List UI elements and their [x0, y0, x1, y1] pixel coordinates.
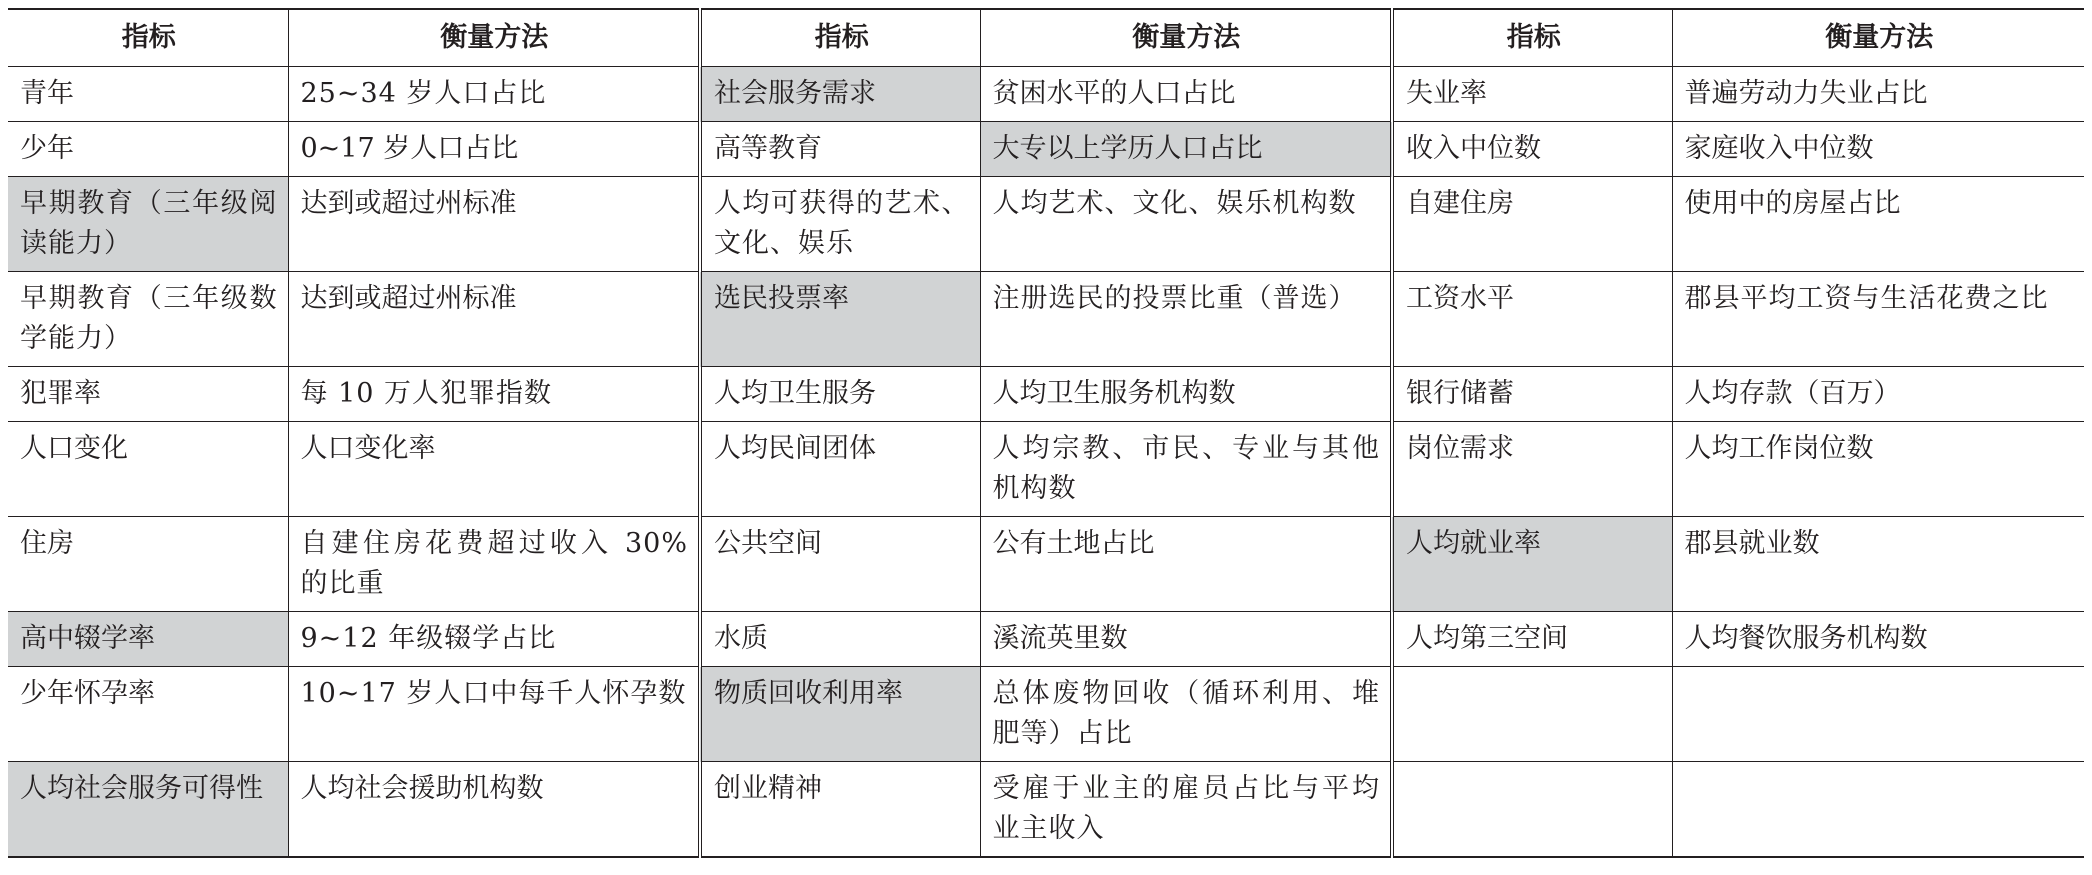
method-cell-3: 人均餐饮服务机构数: [1672, 612, 2084, 667]
indicator-cell-1: 少年: [8, 122, 288, 177]
method-cell-3: [1672, 667, 2084, 762]
method-cell-2: 总体废物回收（循环利用、堆肥等）占比: [980, 667, 1392, 762]
table-row: [8, 177, 2084, 272]
indicator-cell-2: 高等教育: [700, 122, 980, 177]
indicator-cell-3: 自建住房: [1392, 177, 1672, 272]
indicator-cell-2: 创业精神: [700, 762, 980, 858]
indicator-cell-3: 收入中位数: [1392, 122, 1672, 177]
indicator-cell-2: 公共空间: [700, 517, 980, 612]
indicator-cell-3: 岗位需求: [1392, 422, 1672, 517]
method-cell-2: 受雇于业主的雇员占比与平均业主收入: [980, 762, 1392, 858]
indicator-cell-2: 人均民间团体: [700, 422, 980, 517]
method-cell-3: 普遍劳动力失业占比: [1672, 67, 2084, 122]
method-cell-3: [1672, 762, 2084, 858]
method-cell-1: 人均社会援助机构数: [288, 762, 700, 858]
table-row: [8, 667, 2084, 762]
indicator-cell-1: 早期教育（三年级数学能力）: [8, 272, 288, 367]
method-cell-1: 10~17 岁人口中每千人怀孕数: [288, 667, 700, 762]
method-cell-1: 9~12 年级辍学占比: [288, 612, 700, 667]
table-row: [8, 762, 2084, 858]
method-cell-2: 人均艺术、文化、娱乐机构数: [980, 177, 1392, 272]
indicator-cell-1: 早期教育（三年级阅读能力）: [8, 177, 288, 272]
table-row: [8, 612, 2084, 667]
indicator-cell-1: 犯罪率: [8, 367, 288, 422]
method-cell-3: 郡县平均工资与生活花费之比: [1672, 272, 2084, 367]
indicator-cell-3: [1392, 762, 1672, 858]
method-cell-1: 0~17 岁人口占比: [288, 122, 700, 177]
table-row: [8, 422, 2084, 517]
table-row: [8, 122, 2084, 177]
indicator-cell-1: 少年怀孕率: [8, 667, 288, 762]
method-cell-2: 大专以上学历人口占比: [980, 122, 1392, 177]
method-cell-3: 郡县就业数: [1672, 517, 2084, 612]
header-method-2: 衡量方法: [980, 9, 1392, 67]
table-row: [8, 517, 2084, 612]
method-cell-3: 人均存款（百万）: [1672, 367, 2084, 422]
method-cell-3: 使用中的房屋占比: [1672, 177, 2084, 272]
table-header: [8, 9, 2084, 67]
indicator-cell-3: 人均就业率: [1392, 517, 1672, 612]
header-indicator-1: 指标: [8, 9, 288, 67]
header-method-3: 衡量方法: [1672, 9, 2084, 67]
method-cell-2: 人均卫生服务机构数: [980, 367, 1392, 422]
method-cell-1: 25~34 岁人口占比: [288, 67, 700, 122]
header-indicator-3: 指标: [1392, 9, 1672, 67]
indicator-cell-1: 青年: [8, 67, 288, 122]
method-cell-1: 每 10 万人犯罪指数: [288, 367, 700, 422]
method-cell-1: 达到或超过州标准: [288, 272, 700, 367]
table-row: [8, 67, 2084, 122]
indicator-cell-3: 人均第三空间: [1392, 612, 1672, 667]
indicator-cell-1: 人口变化: [8, 422, 288, 517]
method-cell-1: 自建住房花费超过收入 30% 的比重: [288, 517, 700, 612]
indicator-table: [8, 8, 2084, 858]
header-indicator-2: 指标: [700, 9, 980, 67]
table-row: [8, 272, 2084, 367]
method-cell-2: 人均宗教、市民、专业与其他机构数: [980, 422, 1392, 517]
indicator-cell-1: 高中辍学率: [8, 612, 288, 667]
indicator-cell-1: 人均社会服务可得性: [8, 762, 288, 858]
indicator-cell-3: [1392, 667, 1672, 762]
method-cell-1: 达到或超过州标准: [288, 177, 700, 272]
indicator-cell-2: 物质回收利用率: [700, 667, 980, 762]
method-cell-2: 溪流英里数: [980, 612, 1392, 667]
indicator-cell-1: 住房: [8, 517, 288, 612]
header-row: [8, 9, 2084, 67]
indicator-cell-2: 选民投票率: [700, 272, 980, 367]
method-cell-2: 注册选民的投票比重（普选）: [980, 272, 1392, 367]
indicator-cell-2: 社会服务需求: [700, 67, 980, 122]
indicator-cell-3: 失业率: [1392, 67, 1672, 122]
method-cell-2: 贫困水平的人口占比: [980, 67, 1392, 122]
method-cell-3: 家庭收入中位数: [1672, 122, 2084, 177]
indicator-cell-2: 人均卫生服务: [700, 367, 980, 422]
method-cell-2: 公有土地占比: [980, 517, 1392, 612]
indicator-cell-2: 水质: [700, 612, 980, 667]
table-row: [8, 367, 2084, 422]
method-cell-3: 人均工作岗位数: [1672, 422, 2084, 517]
method-cell-1: 人口变化率: [288, 422, 700, 517]
indicator-cell-2: 人均可获得的艺术、文化、娱乐: [700, 177, 980, 272]
indicator-table-container: [8, 8, 2084, 858]
indicator-cell-3: 银行储蓄: [1392, 367, 1672, 422]
header-method-1: 衡量方法: [288, 9, 700, 67]
indicator-cell-3: 工资水平: [1392, 272, 1672, 367]
table-body: [8, 67, 2084, 858]
